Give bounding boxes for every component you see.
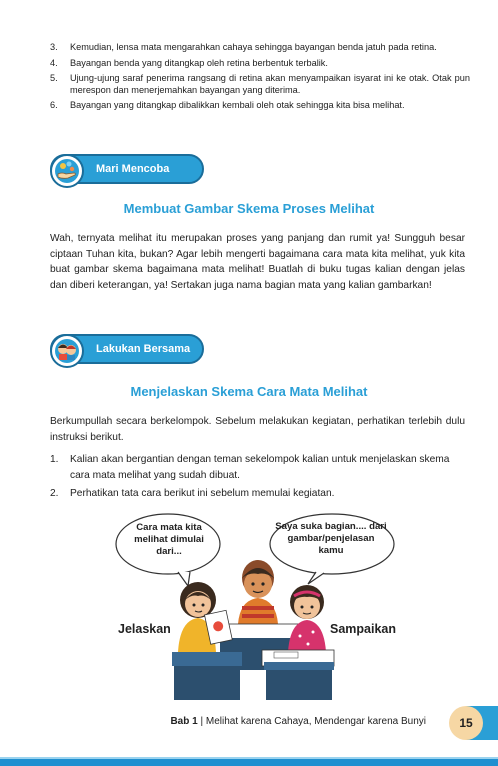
paragraph: Wah, ternyata melihat itu merupakan proses yang panjang dan rumit ya! Sungguh besar ciptaan Tuhan kita, bukan? Agar lebih mengerti bagaimana cara mata kita melihat, yuk kita buat gambar skema bagaimana mata melihat! Buatlah di buku tugas kalian dengan jelas dan diberi keterangan, ya! Sertakan juga nama bagian mata yang kalian gambarkan! xyxy=(50,233,465,291)
footer-separator: | xyxy=(200,716,204,727)
instruction-list xyxy=(50,452,465,505)
label-jelaskan: Jelaskan xyxy=(118,622,171,636)
section-title: Membuat Gambar Skema Proses Melihat xyxy=(123,201,375,216)
lakukan-bersama-banner xyxy=(50,334,204,364)
list-item: 6. Bayangan yang ditangkap dibalikkan kembali oleh otak sehingga kita bisa melihat. xyxy=(50,100,405,110)
two-kids-icon xyxy=(50,334,84,368)
section-title: Menjelaskan Skema Cara Mata Melihat xyxy=(130,384,368,399)
speech-text-right: Saya suka bagian.... dari gambar/penjelasan kamu xyxy=(275,521,387,556)
page-number-badge xyxy=(448,706,498,740)
chapter-label: Bab 1 xyxy=(170,716,198,727)
hand-gears-icon xyxy=(50,154,84,188)
list-item: 4. Bayangan benda yang ditangkap oleh retina berbentuk terbalik. xyxy=(50,57,328,68)
banner-label: Lakukan Bersama xyxy=(96,343,191,355)
bottom-bar xyxy=(0,759,498,766)
list-item: 1. Kalian akan bergantian dengan teman sekelompok kalian untuk menjelaskan skema cara mata melihat yang sudah dibuat. xyxy=(50,454,450,481)
numbered-list-top xyxy=(50,42,470,116)
list-item: 2. Perhatikan tata cara berikut ini sebelum memulai kegiatan. xyxy=(50,488,335,499)
banner-label: Mari Mencoba xyxy=(96,163,170,175)
label-sampaikan: Sampaikan xyxy=(330,622,397,636)
page-number: 15 xyxy=(459,716,473,730)
paragraph: Berkumpullah secara berkelompok. Sebelum melakukan kegiatan, perhatikan terlebih dulu instruksi berikut. xyxy=(50,416,465,443)
list-item: 5. Ujung-ujung saraf penerima rangsang di retina akan menyampaikan isyarat ini ke otak. Otak pun merespon dan menerjemahkan bayangan yang diterima. xyxy=(50,73,470,95)
speech-text-left: Cara mata kita melihat dimulai dari... xyxy=(134,522,204,557)
page-footer xyxy=(170,716,426,727)
chapter-title: Melihat karena Cahaya, Mendengar karena Bunyi xyxy=(205,716,426,727)
mari-mencoba-banner xyxy=(50,154,204,184)
list-item: 3. Kemudian, lensa mata mengarahkan cahaya sehingga bayangan benda jatuh pada retina. xyxy=(50,42,437,52)
